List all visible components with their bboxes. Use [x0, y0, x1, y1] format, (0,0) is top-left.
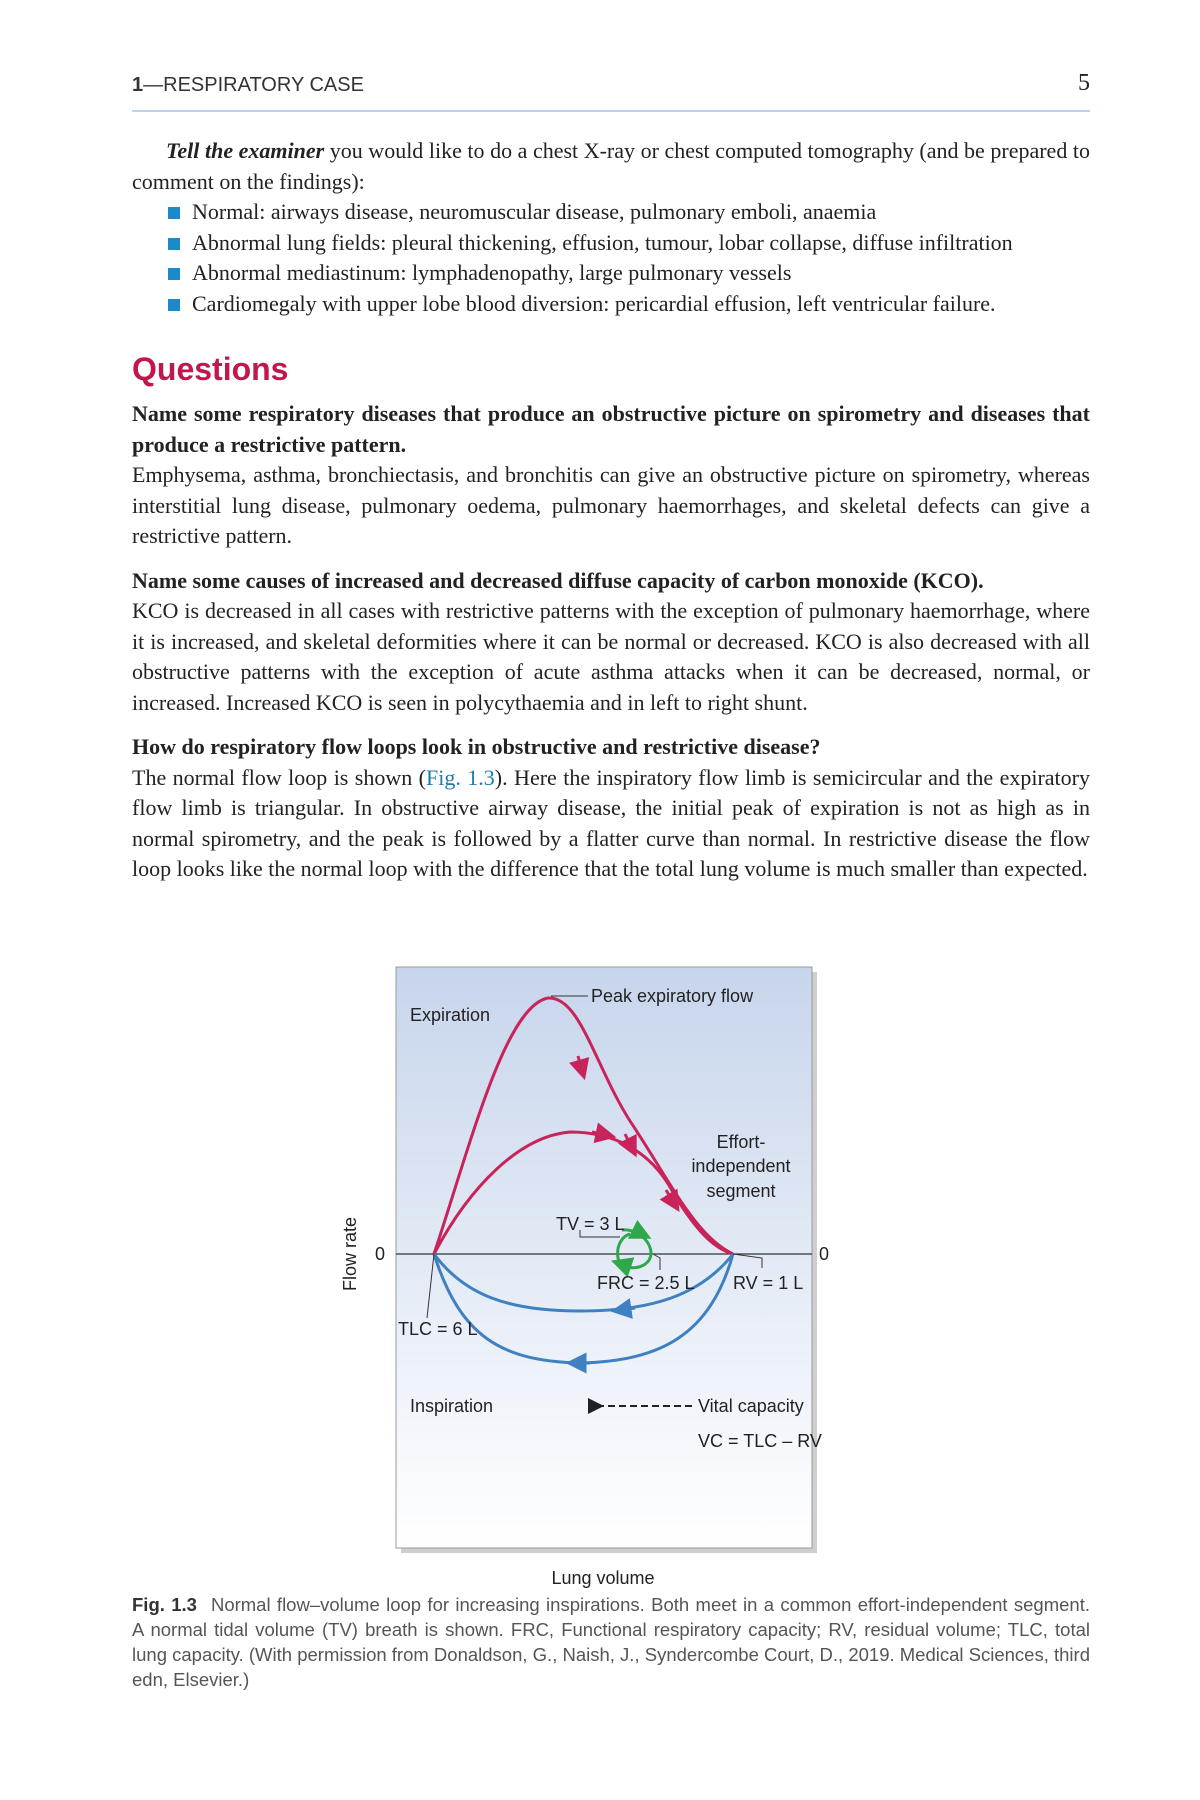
- figure-reference-link[interactable]: Fig. 1.3: [426, 764, 495, 790]
- plot-panel: [396, 967, 812, 1548]
- peak-flow-label: Peak expiratory flow: [591, 986, 754, 1006]
- zero-right-label: 0: [819, 1244, 830, 1264]
- list-item: Abnormal lung fields: pleural thickening, effusion, tumour, lobar collapse, diffuse infiltration: [132, 228, 1090, 259]
- intro-text: you would like to do a chest X-ray or chest computed tomography (and be prepared to comment on the findings):: [132, 138, 1090, 194]
- rv-label: RV = 1 L: [733, 1273, 804, 1293]
- inspiratory-arrow: [621, 1308, 635, 1310]
- findings-list: [132, 197, 1090, 319]
- question: How do respiratory flow loops look in obstructive and restrictive disease?: [132, 734, 821, 759]
- question: Name some causes of increased and decreased diffuse capacity of carbon monoxide (KCO).: [132, 567, 984, 593]
- chapter-title: [132, 74, 364, 97]
- list-item: Normal: airways disease, neuromuscular disease, pulmonary emboli, anaemia: [132, 197, 1090, 228]
- frc-label: FRC = 2.5 L: [597, 1273, 695, 1293]
- chapter-name: —RESPIRATORY CASE: [143, 74, 364, 96]
- vital-capacity-label: Vital capacity: [698, 1396, 804, 1416]
- expiration-label: Expiration: [410, 1005, 491, 1025]
- answer: Emphysema, asthma, bronchiectasis, and bronchitis can give an obstructive picture on spirometry, whereas interstitial lung disease, pulmonary oedema, pulmonary haemorrhages, and skeletal defects can give a restrictive pattern.: [132, 462, 1090, 548]
- figure-caption: [132, 1592, 1090, 1692]
- flow-volume-figure: [330, 966, 890, 1606]
- intro-paragraph: [132, 136, 1090, 197]
- inspiration-label: Inspiration: [410, 1396, 494, 1416]
- caption-label: Fig. 1.3: [132, 1594, 197, 1615]
- effort-label-3: segment: [706, 1181, 776, 1201]
- tv-label: TV = 3 L: [556, 1214, 625, 1234]
- vc-formula-label: VC = TLC – RV: [698, 1431, 822, 1451]
- chapter-number: 1: [132, 74, 144, 96]
- answer: [132, 763, 1090, 885]
- effort-label-2: independent: [691, 1156, 791, 1176]
- answer-text-start: The normal flow loop is shown (: [132, 764, 427, 790]
- list-item: Cardiomegaly with upper lobe blood diversion: pericardial effusion, left ventricular failure.: [132, 289, 1090, 320]
- question: Name some respiratory diseases that produce an obstructive picture on spirometry and diseases that produce a restrictive pattern.: [132, 401, 1090, 457]
- effort-label-1: Effort-: [716, 1132, 766, 1152]
- running-header: [132, 70, 1090, 112]
- x-axis-label: Lung volume: [551, 1568, 655, 1588]
- section-heading: Questions: [132, 351, 289, 387]
- zero-left-label: 0: [374, 1244, 385, 1264]
- intro-lead: Tell the examiner: [166, 138, 325, 163]
- answer: KCO is decreased in all cases with restrictive patterns with the exception of pulmonary haemorrhage, where it is increased, and skeletal deformities where it can be normal or decreased. KCO is also decreased with all obstructive patterns with the exception of acute asthma attacks when it can be decreased, normal, or increased. Increased KCO is seen in polycythaemia and in left to right shunt.: [132, 598, 1090, 715]
- answer-text-end: ). Here the inspiratory flow limb is semicircular and the expiratory flow limb is triangular. In obstructive airway disease, the initial peak of expiration is not as high as in normal spirometry, and the peak is followed by a flatter curve than normal. In restrictive disease the flow loop looks like the normal loop with the difference that the total lung volume is much smaller than expected.: [132, 764, 1090, 881]
- page-body: [132, 136, 1090, 885]
- caption-text: Normal flow–volume loop for increasing inspirations. Both meet in a common effort-independent segment. A normal tidal volume (TV) breath is shown. FRC, Functional respiratory capacity; RV, residual volume; TLC, total lung capacity. (With permission from Donaldson, G., Naish, J., Syndercombe Court, D., 2019. Medical Sciences, third edn, Elsevier.): [132, 1594, 1090, 1690]
- tlc-label: TLC = 6 L: [398, 1319, 478, 1339]
- list-item: Abnormal mediastinum: lymphadenopathy, large pulmonary vessels: [132, 258, 1090, 289]
- page-number: 5: [1078, 70, 1090, 96]
- y-axis-label: Flow rate: [340, 1216, 360, 1292]
- flow-volume-diagram: [330, 966, 890, 1606]
